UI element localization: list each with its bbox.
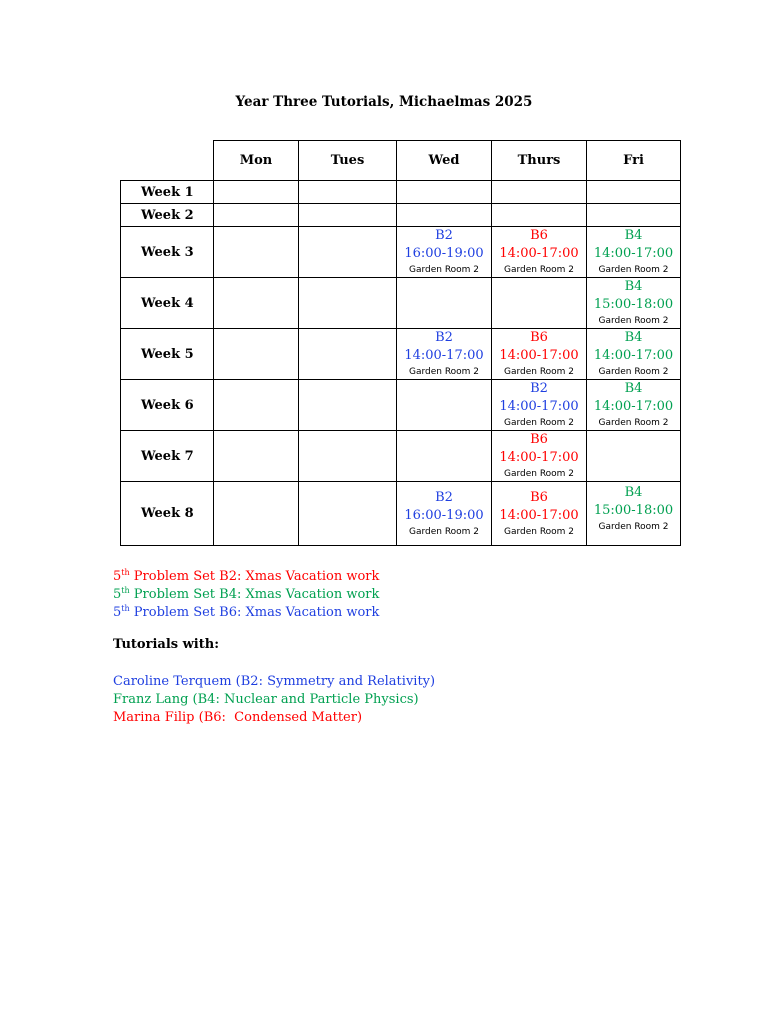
cell-w8-thurs	[492, 482, 587, 546]
cell-w8-mon	[214, 482, 299, 546]
tutor-b4: Franz Lang (B4: Nuclear and Particle Physics)	[113, 692, 419, 707]
slot-room: Garden Room 2	[598, 367, 669, 377]
cell-w8-wed	[397, 482, 492, 546]
row-label-week-4: Week 4	[121, 278, 214, 329]
slot-code: B6	[530, 330, 548, 345]
cell-w1-thurs	[492, 181, 587, 204]
slot-time: 16:00-19:00	[404, 246, 484, 261]
tutor-b2: Caroline Terquem (B2: Symmetry and Relativity)	[113, 674, 436, 689]
problem-set-text: Problem Set B2: Xmas Vacation work	[129, 569, 380, 584]
col-header-wed: Wed	[397, 141, 492, 181]
slot-code: B4	[624, 279, 643, 294]
slot-time: 14:00-17:00	[404, 348, 484, 363]
problem-set-number: 5	[113, 569, 122, 584]
cell-w7-mon	[214, 431, 299, 482]
cell-w7-tues	[299, 431, 397, 482]
col-header-tues: Tues	[299, 141, 397, 181]
ordinal-suffix: th	[121, 568, 130, 577]
cell-w5-mon	[214, 329, 299, 380]
slot-time: 14:00-17:00	[499, 246, 579, 261]
row-label-week-1: Week 1	[121, 181, 214, 204]
col-header-thurs: Thurs	[492, 141, 587, 181]
cell-w7-wed	[397, 431, 492, 482]
slot-room: Garden Room 2	[503, 469, 575, 479]
problem-set-text: Problem Set B6: Xmas Vacation work	[129, 605, 380, 620]
problem-set-number: 5	[113, 587, 122, 602]
table-row	[121, 181, 681, 204]
cell-w4-mon	[214, 278, 299, 329]
row-label-week-8: Week 8	[121, 482, 214, 546]
tutorials-heading: Tutorials with:	[113, 637, 219, 652]
slot-time: 15:00-18:00	[593, 503, 674, 518]
cell-w1-mon	[214, 181, 299, 204]
cell-w4-thurs	[492, 278, 587, 329]
slot-code: B6	[530, 228, 548, 243]
slot-room: Garden Room 2	[408, 367, 480, 377]
slot-room: Garden Room 2	[503, 526, 575, 537]
problem-set-note-b6	[113, 600, 379, 622]
ordinal-suffix: th	[121, 586, 130, 595]
cell-w3-tues	[299, 227, 397, 278]
slot-code: B2	[435, 489, 453, 505]
cell-w6-mon	[214, 380, 299, 431]
cell-w4-fri	[587, 278, 681, 329]
row-label-week-6: Week 6	[121, 380, 214, 431]
problem-set-number: 5	[113, 605, 122, 620]
cell-w5-wed	[397, 329, 492, 380]
slot-room: Garden Room 2	[598, 265, 669, 275]
col-header-fri: Fri	[587, 141, 681, 181]
problem-set-text: Problem Set B4: Xmas Vacation work	[129, 587, 380, 602]
slot-room: Garden Room 2	[598, 522, 669, 532]
slot-room: Garden Room 2	[503, 418, 575, 428]
slot-code: B6	[530, 489, 548, 505]
tutor-b6: Marina Filip (B6: Condensed Matter)	[113, 710, 363, 725]
slot-time: 14:00-17:00	[499, 399, 579, 414]
slot-time: 14:00-17:00	[499, 450, 579, 465]
table-row	[121, 227, 681, 278]
slot-time: 14:00-17:00	[593, 246, 674, 261]
slot-code: B6	[530, 432, 548, 447]
slot-code: B2	[435, 330, 453, 345]
cell-w2-wed	[397, 204, 492, 227]
table-row	[121, 482, 681, 546]
cell-w7-fri	[587, 431, 681, 482]
cell-w5-thurs	[492, 329, 587, 380]
cell-w2-thurs	[492, 204, 587, 227]
row-label-week-5: Week 5	[121, 329, 214, 380]
slot-code: B2	[435, 228, 453, 243]
slot-time: 16:00-19:00	[404, 507, 484, 523]
cell-w6-thurs	[492, 380, 587, 431]
slot-code: B4	[624, 228, 643, 243]
cell-w5-tues	[299, 329, 397, 380]
ordinal-suffix: th	[121, 604, 130, 613]
table-row	[121, 380, 681, 431]
cell-w6-wed	[397, 380, 492, 431]
cell-w3-fri	[587, 227, 681, 278]
slot-code: B2	[530, 381, 548, 396]
row-label-week-7: Week 7	[121, 431, 214, 482]
page-title: Year Three Tutorials, Michaelmas 2025	[235, 94, 533, 110]
header-corner	[121, 141, 214, 181]
table-row	[121, 204, 681, 227]
table-row	[121, 431, 681, 482]
col-header-mon: Mon	[214, 141, 299, 181]
slot-time: 14:00-17:00	[593, 399, 674, 414]
header-row	[121, 141, 681, 181]
slot-room: Garden Room 2	[598, 316, 669, 326]
slot-time: 14:00-17:00	[593, 348, 674, 363]
row-label-week-2: Week 2	[121, 204, 214, 227]
cell-w6-fri	[587, 380, 681, 431]
slot-room: Garden Room 2	[503, 265, 575, 275]
slot-code: B4	[624, 381, 643, 396]
row-label-week-3: Week 3	[121, 227, 214, 278]
cell-w3-thurs	[492, 227, 587, 278]
slot-room: Garden Room 2	[503, 367, 575, 377]
slot-time: 14:00-17:00	[499, 348, 579, 363]
table-row	[121, 278, 681, 329]
cell-w8-fri	[587, 482, 681, 546]
cell-w2-fri	[587, 204, 681, 227]
cell-w3-mon	[214, 227, 299, 278]
cell-w4-wed	[397, 278, 492, 329]
slot-room: Garden Room 2	[598, 418, 669, 428]
slot-code: B4	[624, 485, 643, 500]
cell-w1-tues	[299, 181, 397, 204]
tutorial-schedule-table	[120, 140, 681, 546]
cell-w6-tues	[299, 380, 397, 431]
slot-time: 15:00-18:00	[593, 297, 674, 312]
slot-time: 14:00-17:00	[499, 507, 579, 523]
cell-w2-tues	[299, 204, 397, 227]
slot-room: Garden Room 2	[408, 526, 480, 537]
cell-w3-wed	[397, 227, 492, 278]
cell-w7-thurs	[492, 431, 587, 482]
cell-w2-mon	[214, 204, 299, 227]
cell-w4-tues	[299, 278, 397, 329]
cell-w1-fri	[587, 181, 681, 204]
slot-code: B4	[624, 330, 643, 345]
table-row	[121, 329, 681, 380]
cell-w5-fri	[587, 329, 681, 380]
cell-w8-tues	[299, 482, 397, 546]
slot-room: Garden Room 2	[408, 265, 480, 275]
cell-w1-wed	[397, 181, 492, 204]
